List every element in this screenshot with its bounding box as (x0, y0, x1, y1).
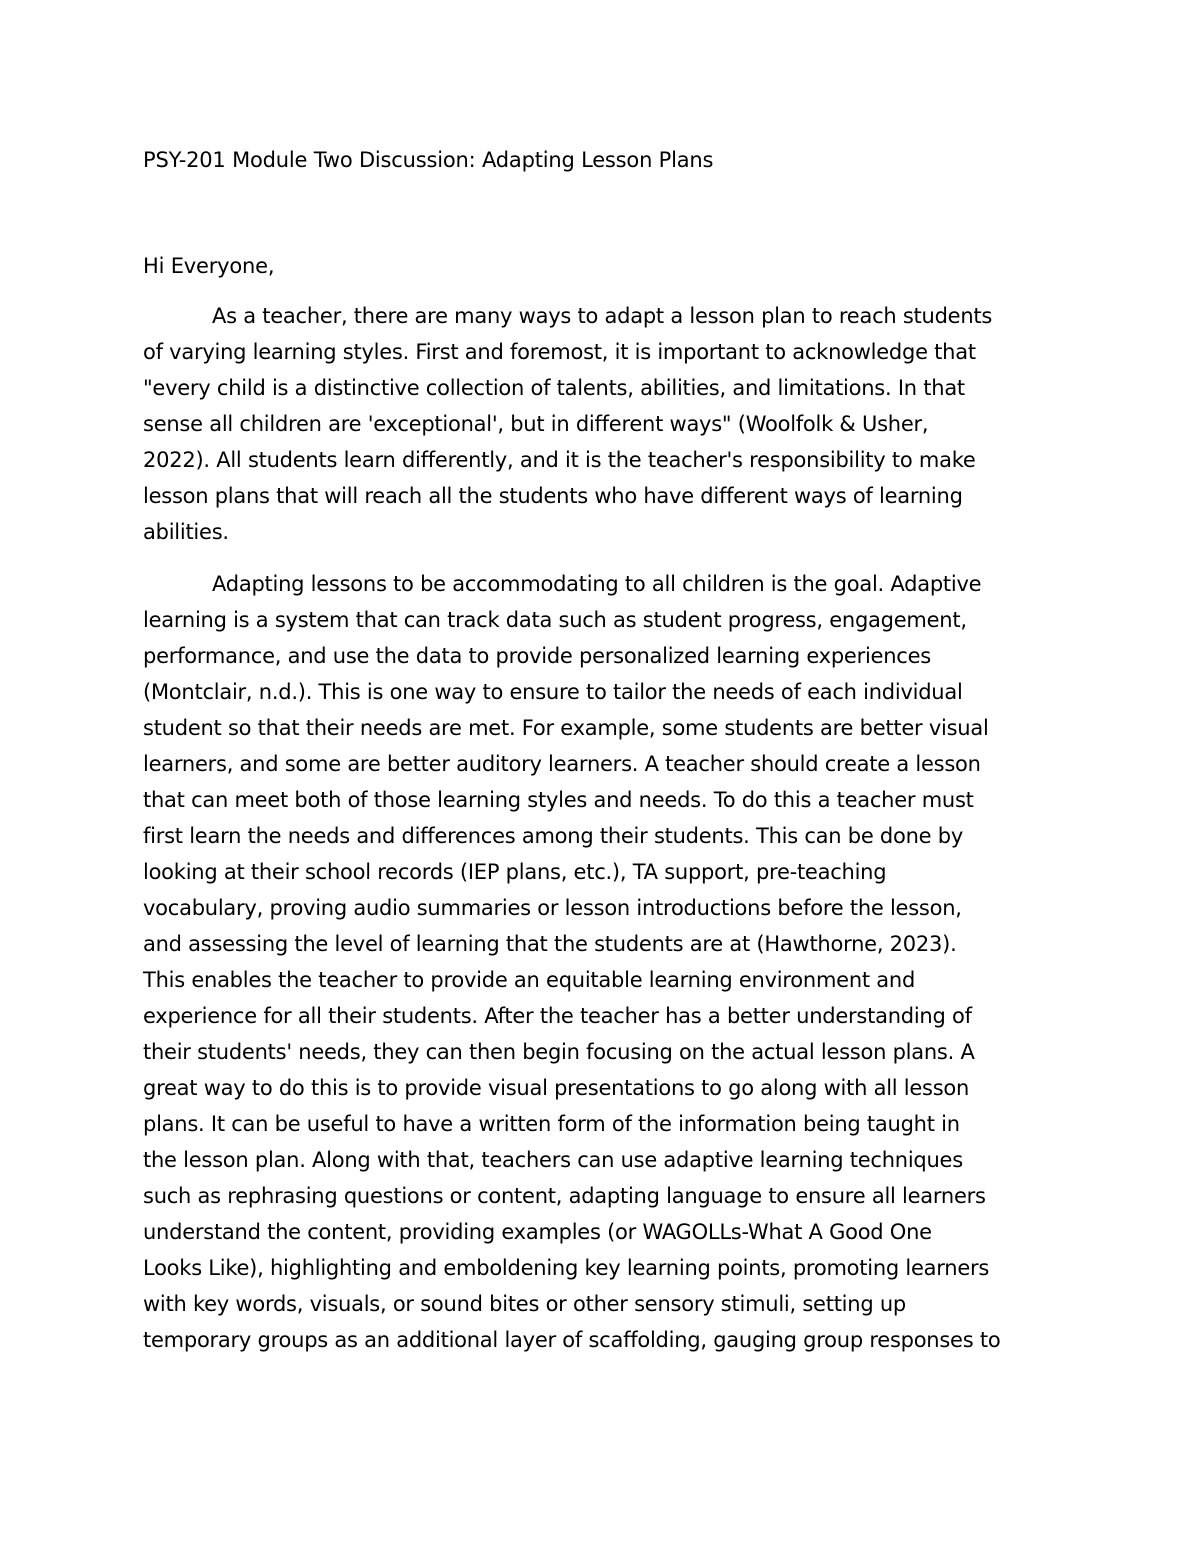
paragraph-line: with key words, visuals, or sound bites or other sensory stimuli, setting up (143, 1292, 906, 1316)
paragraph-line: learning is a system that can track data such as student progress, engagement, (143, 608, 967, 632)
paragraph-line: that can meet both of those learning styles and needs. To do this a teacher must (143, 788, 974, 812)
paragraph-line: sense all children are 'exceptional', but in different ways" (Woolfolk & Usher, (143, 412, 929, 436)
greeting: Hi Everyone, (143, 254, 275, 278)
paragraph-line: abilities. (143, 520, 229, 544)
paragraph-line: such as rephrasing questions or content, adapting language to ensure all learners (143, 1184, 986, 1208)
paragraph-line: understand the content, providing examples (or WAGOLLs-What A Good One (143, 1220, 932, 1244)
paragraph-1 (143, 298, 1083, 550)
paragraph-line: great way to do this is to provide visual presentations to go along with all lesson (143, 1076, 970, 1100)
paragraph-line: and assessing the level of learning that the students are at (Hawthorne, 2023). (143, 932, 957, 956)
paragraph-2 (143, 566, 1083, 1358)
paragraph-line: plans. It can be useful to have a written form of the information being taught in (143, 1112, 960, 1136)
paragraph-line: (Montclair, n.d.). This is one way to ensure to tailor the needs of each individual (143, 680, 963, 704)
paragraph-line: the lesson plan. Along with that, teachers can use adaptive learning techniques (143, 1148, 963, 1172)
paragraph-line: As a teacher, there are many ways to adapt a lesson plan to reach students (212, 304, 993, 328)
paragraph-line: Looks Like), highlighting and emboldening key learning points, promoting learners (143, 1256, 990, 1280)
paragraph-line: This enables the teacher to provide an equitable learning environment and (143, 968, 916, 992)
paragraph-line: of varying learning styles. First and foremost, it is important to acknowledge that (143, 340, 976, 364)
paragraph-line: experience for all their students. After the teacher has a better understanding of (143, 1004, 972, 1028)
document-title: PSY-201 Module Two Discussion: Adapting Lesson Plans (143, 148, 714, 172)
paragraph-line: performance, and use the data to provide personalized learning experiences (143, 644, 931, 668)
paragraph-line: 2022). All students learn differently, and it is the teacher's responsibility to make (143, 448, 976, 472)
paragraph-line: temporary groups as an additional layer of scaffolding, gauging group responses to (143, 1328, 1001, 1352)
paragraph-line: vocabulary, proving audio summaries or lesson introductions before the lesson, (143, 896, 962, 920)
paragraph-line: learners, and some are better auditory learners. A teacher should create a lesson (143, 752, 981, 776)
paragraph-line: Adapting lessons to be accommodating to all children is the goal. Adaptive (212, 572, 982, 596)
paragraph-line: "every child is a distinctive collection of talents, abilities, and limitations. In that (143, 376, 965, 400)
paragraph-line: student so that their needs are met. For example, some students are better visual (143, 716, 989, 740)
paragraph-line: first learn the needs and differences among their students. This can be done by (143, 824, 964, 848)
paragraph-line: lesson plans that will reach all the students who have different ways of learning (143, 484, 963, 508)
paragraph-line: their students' needs, they can then begin focusing on the actual lesson plans. A (143, 1040, 975, 1064)
paragraph-line: looking at their school records (IEP plans, etc.), TA support, pre-teaching (143, 860, 887, 884)
